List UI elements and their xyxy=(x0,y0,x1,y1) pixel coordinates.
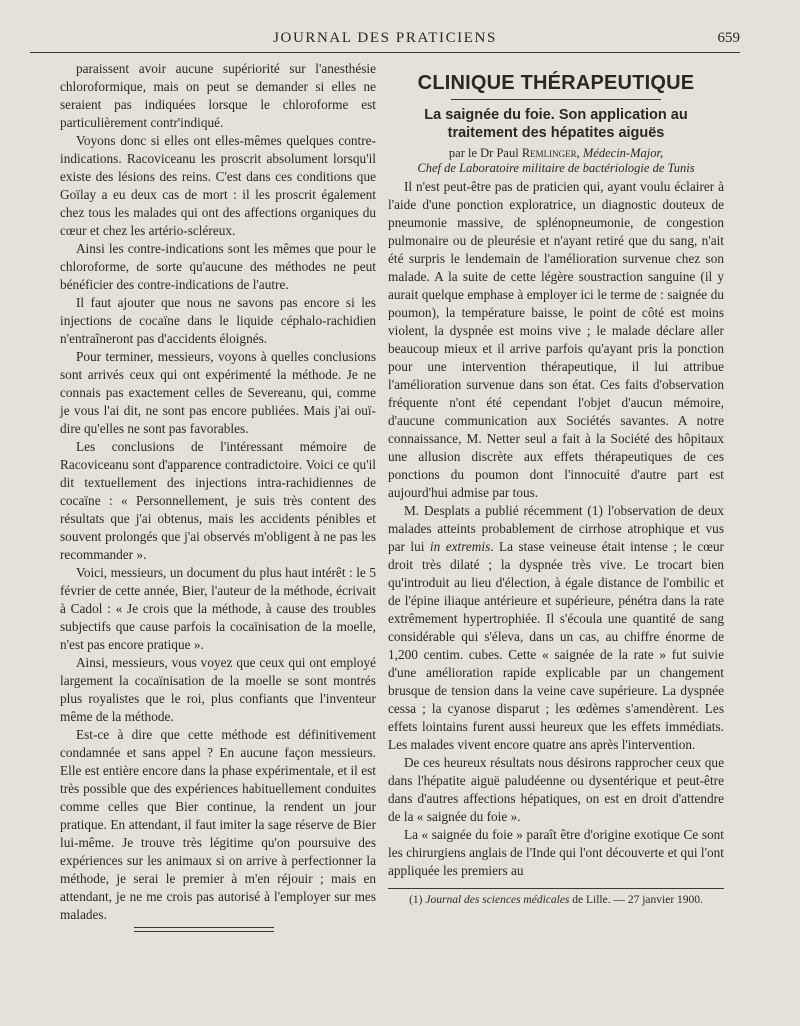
left-paragraph-1: paraissent avoir aucune supériorité sur l'anesthésie chloroformique, mais on peut se demander si elles ne seraient pas indiquées lorsque le chloroforme est particulièrement contr'indiqué. xyxy=(60,61,376,130)
left-column xyxy=(60,60,376,924)
paragraph-2-italic: in extremis xyxy=(429,539,491,554)
byline-affiliation: Chef de Laboratoire militaire de bactériologie de Tunis xyxy=(417,161,695,175)
right-paragraph-1: Il n'est peut-être pas de praticien qui, ayant voulu éclairer à l'aide d'une ponction exploratrice, un diagnostic douteux de pneumonie massive, de splénopneumonie, de congestion pulmonaire ou de pleurésie et n'ayant retiré que du sang, n'ait été surpris le lendemain de l'amélioration survenue chez son malade. A la suite de cette légère soustraction sanguine (il y aurait quelque emphase à employer ici le terme de : saignée du poumon), la température baisse, le point de côté est moins violent, la dyspnée est moins vive ; le malade déclare aller beaucoup mieux et il arrive parfois qu'ayant pris la ponction pour une intervention thérapeutique, il lui attribue l'amélioration survenue dans son état. Ces faits d'observation fréquente n'ont été cependant l'objet d'aucun mémoire, d'aucune communication aux Sociétés savantes. A notre connaissance, M. Netter seul a fait à la Société des hôpitaux une allusion discrète aux effets thérapeutiques de ces ponctions du poumon dont l'innocuité d'autre part est aujourd'hui admise par tous. xyxy=(388,179,724,500)
left-paragraph-8: Ainsi, messieurs, vous voyez que ceux qui ont employé largement la cocaïnisation de la moelle se sont montrés plus royalistes que le roi, plus confiants que l'inventeur même de la méthode. xyxy=(60,655,376,724)
left-paragraph-7: Voici, messieurs, un document du plus haut intérêt : le 5 février de cette année, Bier, l'auteur de la méthode, écrivait à Cadol : « Je crois que la méthode, à cause des troubles subjectifs que cause parfois la cocaïnisation de la moelle, n'est pas encore pratique ». xyxy=(60,565,376,652)
journal-title: JOURNAL DES PRATICIENS xyxy=(273,30,497,46)
left-paragraph-5: Pour terminer, messieurs, voyons à quelles conclusions sont arrivés ceux qui ont expérimenté la méthode. Je ne connais pas exactement celles de Severeanu, qui, comme je vous l'ai dit, ne sont pas encore publiées. Mais j'ai ouï-dire qu'elles ne sont pas favorables. xyxy=(60,349,376,436)
footnote xyxy=(388,893,724,907)
end-of-article-rule xyxy=(134,927,274,932)
left-paragraph-6: Les conclusions de l'intéressant mémoire de Racoviceanu sont d'apparence contradictoire. Voici ce qu'il dit textuellement des injections intra-rachidiennes de cocaïne : « Personnellement, je suis très content des résultats que j'ai obtenus, mais les accidents pénibles et souvent prolongés que j'ai observés m'obligent à ne pas les recommander ». xyxy=(60,439,376,562)
byline-author: Remlinger xyxy=(521,146,577,160)
byline-prefix: par le Dr Paul xyxy=(448,146,522,160)
paragraph-2-after: . La stase veineuse était intense ; le cœur droit très dilaté ; la dyspnée très vive. Le trocart bien qu'introduit au lieu d'élection, à égale distance de l'ombilic et de l'épine iliaque antérieure et supérieure, pénétra dans la rate extrêmement hypertrophiée. Il s'écoula une quantité de sang considérable qui s'éleva, dans un cas, au chiffre énorme de 1,200 centim. cubes. Cette « saignée de la rate » fut suivie d'une amélioration rapide explicable par un changement brusque de tension dans la veine cave supérieure. La dyspnée cessa ; la cyanose disparut ; les œdèmes s'amendèrent. Les effets lointains furent aussi heureux que les effets immédiats. Les malades vivent encore quatre ans après l'intervention. xyxy=(388,539,724,752)
left-paragraph-2: Voyons donc si elles ont elles-mêmes quelques contre-indications. Racoviceanu les proscrit absolument lorsqu'il existe des lésions des reins. C'est dans ces conditions que Goïlay a eu deux cas de mort : il les proscrit également chez tous les malades qui ont des affections organiques du cœur et chez les artério-scléreux. xyxy=(60,133,376,238)
footnote-marker: (1) xyxy=(409,894,426,906)
left-paragraph-4: Il faut ajouter que nous ne savons pas encore si les injections de cocaïne dans le liquide céphalo-rachidien n'entraîneront pas d'accidents éloignés. xyxy=(60,295,376,346)
left-paragraph-9: Est-ce à dire que cette méthode est définitivement condamnée et sans appel ? En aucune façon messieurs. Elle est entière encore dans la phase expérimentale, et il est très possible que des expériences habituellement conduites comme celles que Bier continue, la rendent un jour pratique. En attendant, il faut imiter la sage réserve de Bier lui-même. Je trouve très légitime qu'on poursuive des expériences sur les animaux si on arrive à perfectionner la méthode, je serai le premier à m'en réjouir ; mais en attendant, je ne me crois pas autorisé à l'employer sur mes malades. xyxy=(60,727,376,922)
byline xyxy=(388,146,724,161)
right-paragraph-3: De ces heureux résultats nous désirons rapprocher ceux que dans l'hépatite aiguë paludéenne ou dysentérique et peut-être dans d'autres affections hépatiques, on est en droit d'attendre de la « saignée du foie ». xyxy=(388,755,724,824)
section-title-rule xyxy=(451,99,661,100)
left-paragraph-3: Ainsi les contre-indications sont les mêmes que pour le chloroforme, de sorte qu'aucune des méthodes ne peut bénéficier des contre-indications de l'autre. xyxy=(60,241,376,292)
running-header xyxy=(30,30,740,53)
right-paragraph-2 xyxy=(388,502,724,754)
paragraph-2-before: M. Desplats a publié récemment (1) l'observation de deux malades atteints probablement de cirrhose atrophique et vus par lui xyxy=(388,503,724,554)
footnote-rule xyxy=(388,888,724,889)
section-title: CLINIQUE THÉRAPEUTIQUE xyxy=(417,72,695,94)
footnote-journal: Journal des sciences médicales xyxy=(425,894,570,906)
right-column xyxy=(388,60,724,907)
byline-role: , Médecin-Major, xyxy=(576,146,664,160)
right-paragraph-4: La « saignée du foie » paraît être d'origine exotique Ce sont les chirurgiens anglais de l'Inde qui l'ont découverte et qui l'ont appliquée les premiers au xyxy=(388,827,724,878)
footnote-rest: de Lille. — 27 janvier 1900. xyxy=(569,894,703,906)
page-number: 659 xyxy=(717,30,740,46)
article-title: La saignée du foie. Son application au traitement des hépatites aiguës xyxy=(424,107,688,141)
